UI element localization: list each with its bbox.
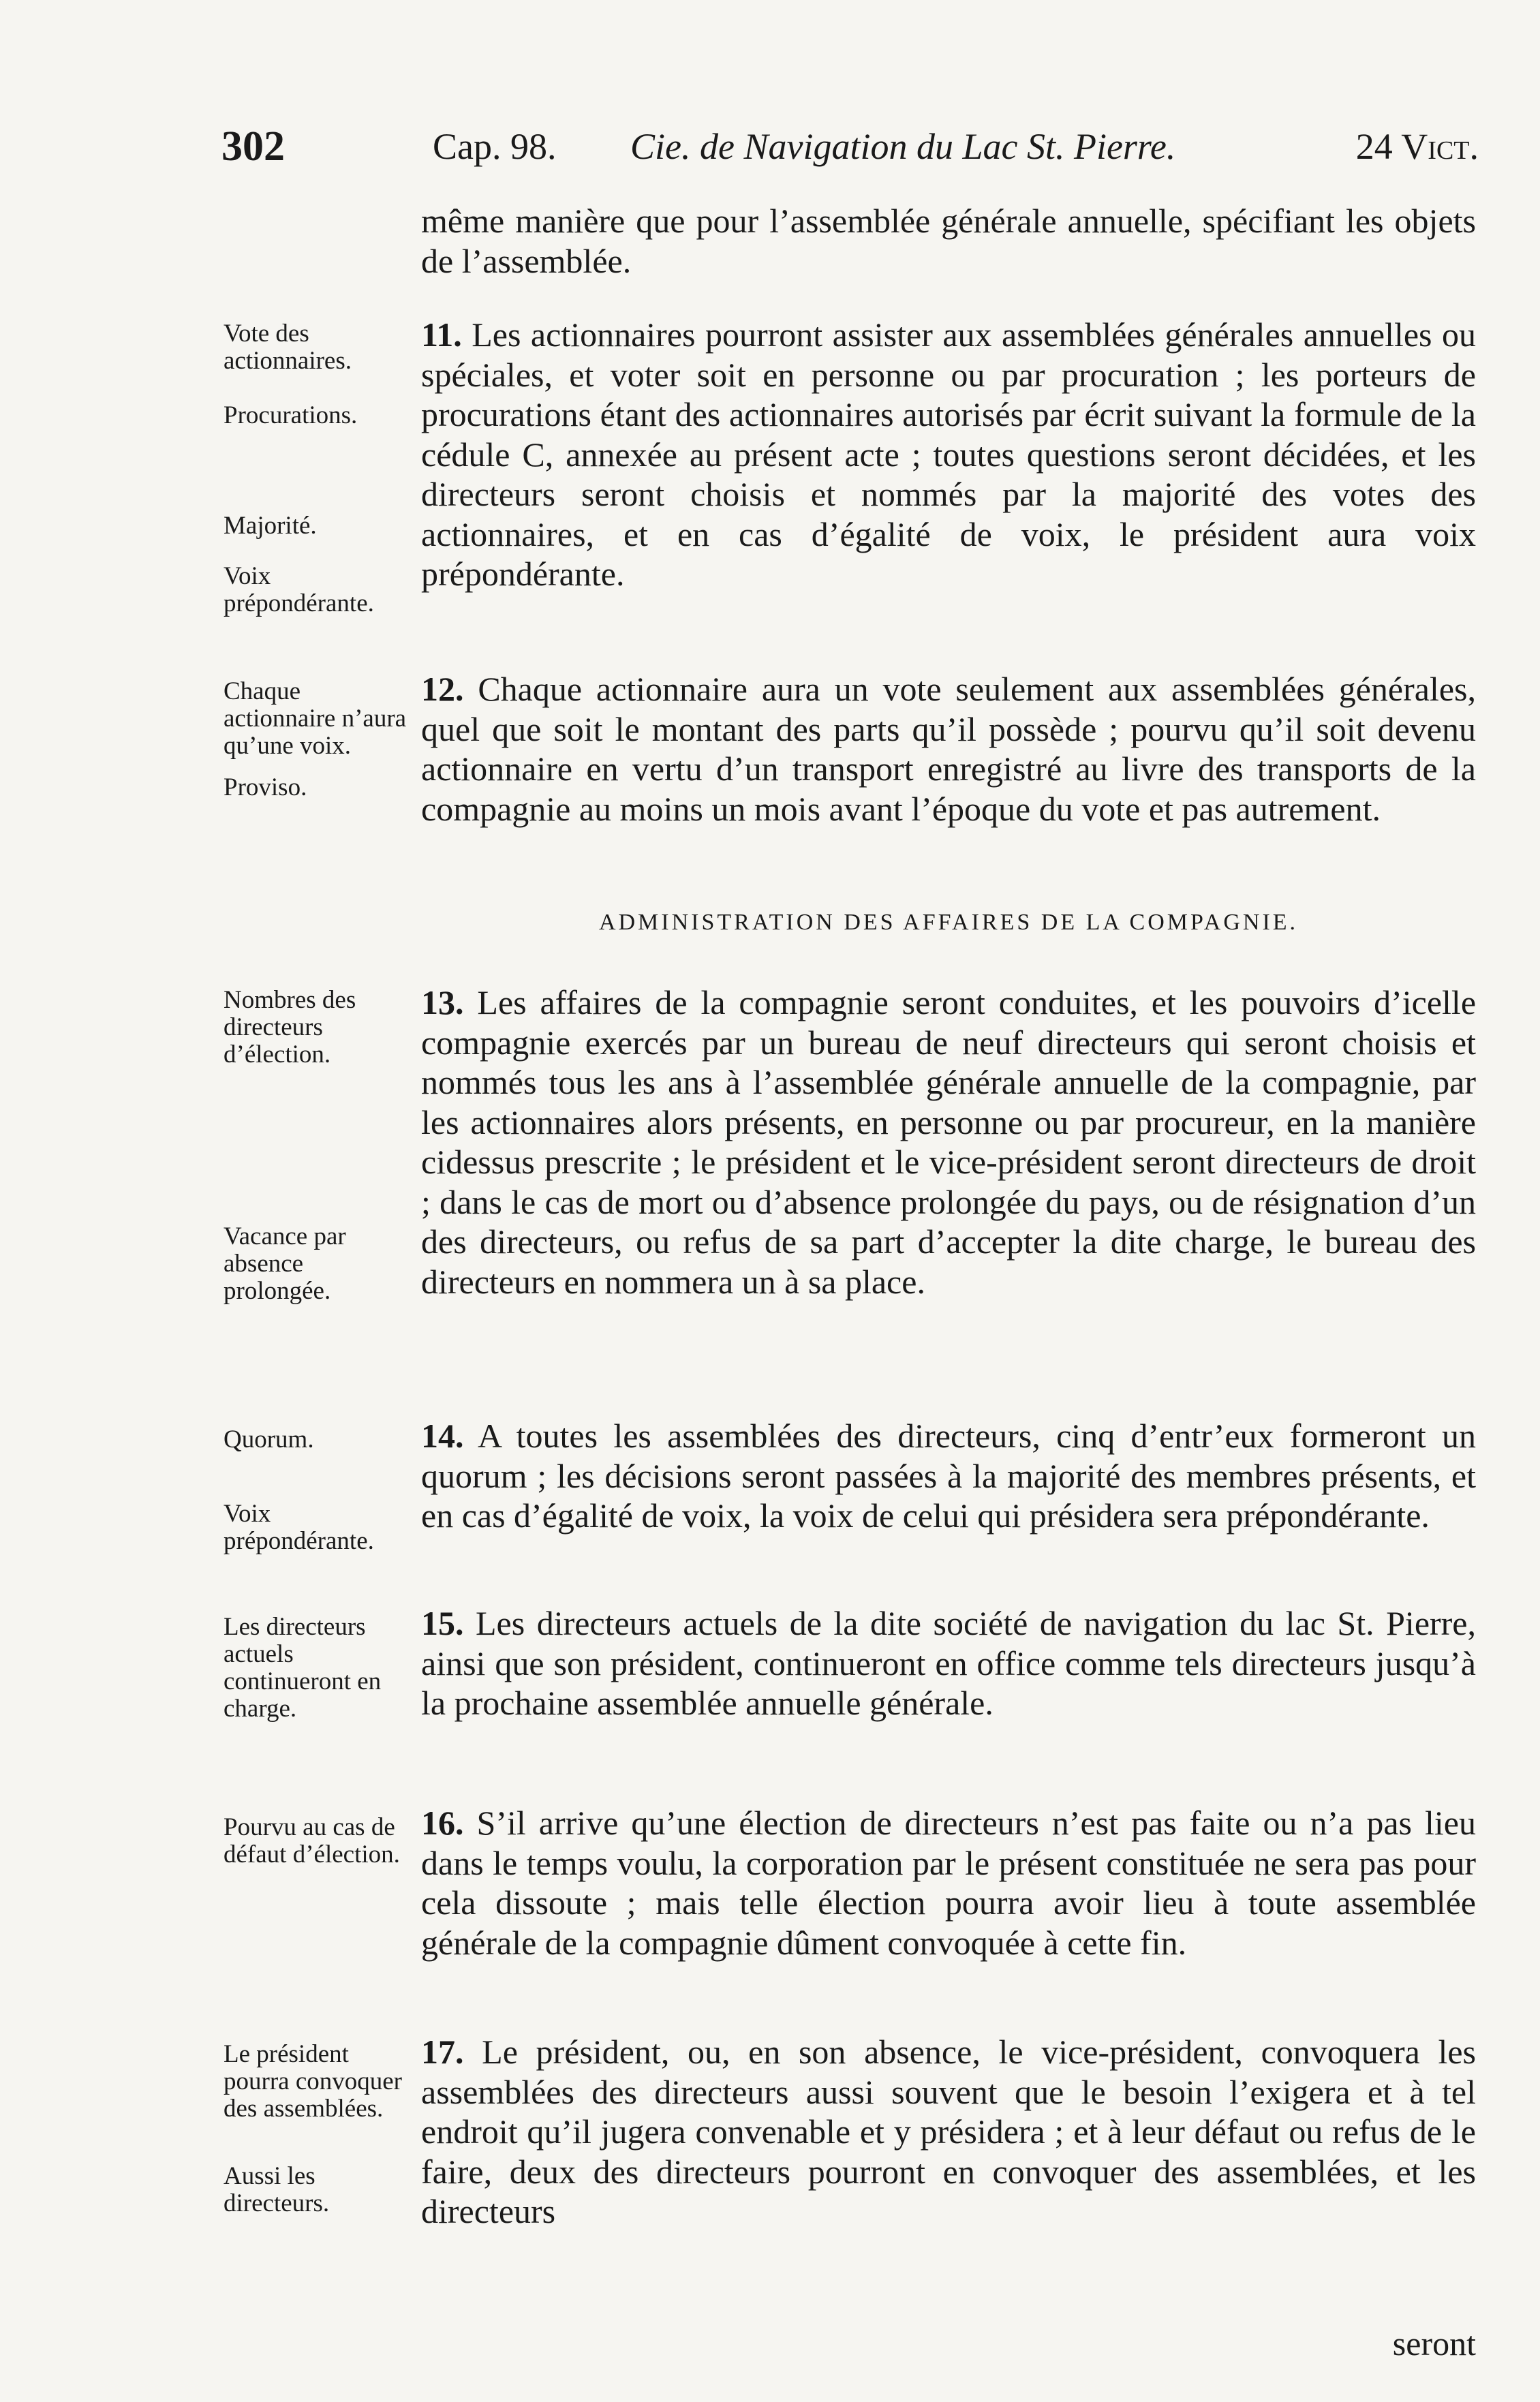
section-paragraph bbox=[421, 1603, 1476, 1723]
section-number: 12. bbox=[421, 670, 464, 708]
margin-note: Le président pourra convoquer des assemblées. bbox=[224, 2040, 402, 2123]
margin-note: Vacance par absence prolongée. bbox=[224, 1222, 346, 1305]
section-paragraph bbox=[421, 983, 1476, 1302]
section-number: 14. bbox=[421, 1417, 464, 1455]
margin-note: Voix prépondérante. bbox=[224, 562, 374, 617]
section-text: Chaque actionnaire aura un vote seulement aux assemblées générales, quel que soit le montant des parts qu’il possède ; pourvu qu’il soit devenu actionnaire en vertu d’un transport enregistré au livre des transports de la compagnie au moins un mois avant l’époque du vote et pas autrement. bbox=[421, 670, 1476, 828]
catchword: seront bbox=[1392, 2324, 1476, 2362]
section-heading: ADMINISTRATION DES AFFAIRES DE LA COMPAGNIE. bbox=[598, 910, 1299, 935]
margin-note: Chaque actionnaire n’aura qu’une voix. bbox=[224, 677, 407, 760]
chapter-label: Cap. 98. bbox=[433, 126, 557, 167]
margin-note: Majorité. bbox=[224, 512, 317, 540]
margin-note: Les directeurs actuels continueront en charge. bbox=[224, 1613, 382, 1723]
margin-note: Vote des actionnaires. bbox=[224, 320, 352, 375]
page-header bbox=[221, 109, 1479, 170]
section-text: Les affaires de la compagnie seront conduites, et les pouvoirs d’icelle compagnie exercés par un bureau de neuf directeurs qui seront choisis et nommés tous les ans à l’assemblée générale annuelle de la compagnie, par les actionnaires alors présents, en personne ou par procureur, en la manière cidessus prescrite ; le président et le vice-président seront directeurs de droit ; dans le cas de mort ou d’absence prolongée du pays, ou de résignation d’un des directeurs, ou refus de sa part d’accepter la dite charge, le bureau des directeurs en nommera un à sa place. bbox=[421, 983, 1477, 1301]
section-text: S’il arrive qu’une élection de directeurs n’est pas faite ou n’a pas lieu dans le temps voulu, la corporation par le présent constituée ne sera pas pour cela dissoute ; mais telle élection pourra avoir lieu à toute assemblée générale de la compagnie dûment convoquée à cette fin. bbox=[421, 1804, 1476, 1962]
section-number: 17. bbox=[421, 2033, 464, 2071]
section-paragraph bbox=[421, 1416, 1476, 1536]
margin-note: Proviso. bbox=[224, 773, 307, 801]
section-paragraph bbox=[421, 315, 1476, 594]
section-paragraph bbox=[421, 669, 1476, 829]
section-number: 13. bbox=[421, 983, 464, 1021]
section-paragraph bbox=[421, 1803, 1476, 1962]
running-title: Cie. de Navigation du Lac St. Pierre. bbox=[630, 126, 1176, 167]
section-text: Le président, ou, en son absence, le vice-président, convoquera les assemblées des directeurs aussi souvent que le besoin l’exigera et à tel endroit qu’il jugera convenable et y présidera ; et à leur défaut ou refus de le faire, deux des directeurs pourront en convoquer des assemblées, et les directeurs bbox=[421, 2033, 1476, 2230]
intro-paragraph: même manière que pour l’assemblée générale annuelle, spécifiant les objets de l’assemblée. bbox=[421, 202, 1476, 280]
page-number: 302 bbox=[221, 123, 285, 170]
margin-note: Pourvu au cas de défaut d’élection. bbox=[224, 1813, 400, 1868]
section-text: Les directeurs actuels de la dite société de navigation du lac St. Pierre, ainsi que son président, continueront en office comme tels directeurs jusqu’à la prochaine assemblée annuelle générale. bbox=[421, 1604, 1477, 1722]
margin-note: Quorum. bbox=[224, 1426, 314, 1453]
margin-note: Aussi les directeurs. bbox=[224, 2162, 330, 2217]
regnal-year: 24 Vict. bbox=[1355, 126, 1479, 167]
section-number: 15. bbox=[421, 1604, 464, 1642]
section-text: Les actionnaires pourront assister aux assemblées générales annuelles ou spéciales, et voter soit en personne ou par procuration ; les porteurs de procurations étant des actionnaires autorisés par écrit suivant la formule de la cédule C, annexée au présent acte ; toutes questions seront décidées, et les directeurs seront choisis et nommés par la majorité des votes des actionnaires, et en cas d’égalité de voix, le président aura voix prépondérante. bbox=[421, 315, 1477, 593]
margin-note: Nombres des directeurs d’élection. bbox=[224, 986, 356, 1068]
section-number: 11. bbox=[421, 315, 462, 354]
margin-note: Procurations. bbox=[224, 401, 358, 429]
section-text: A toutes les assemblées des directeurs, cinq d’entr’eux formeront un quorum ; les décisions seront passées à la majorité des membres présents, et en cas d’égalité de voix, la voix de celui qui présidera sera prépondérante. bbox=[421, 1417, 1476, 1535]
margin-note: Voix prépondérante. bbox=[224, 1500, 374, 1555]
section-paragraph bbox=[421, 2032, 1476, 2232]
section-number: 16. bbox=[421, 1804, 464, 1842]
